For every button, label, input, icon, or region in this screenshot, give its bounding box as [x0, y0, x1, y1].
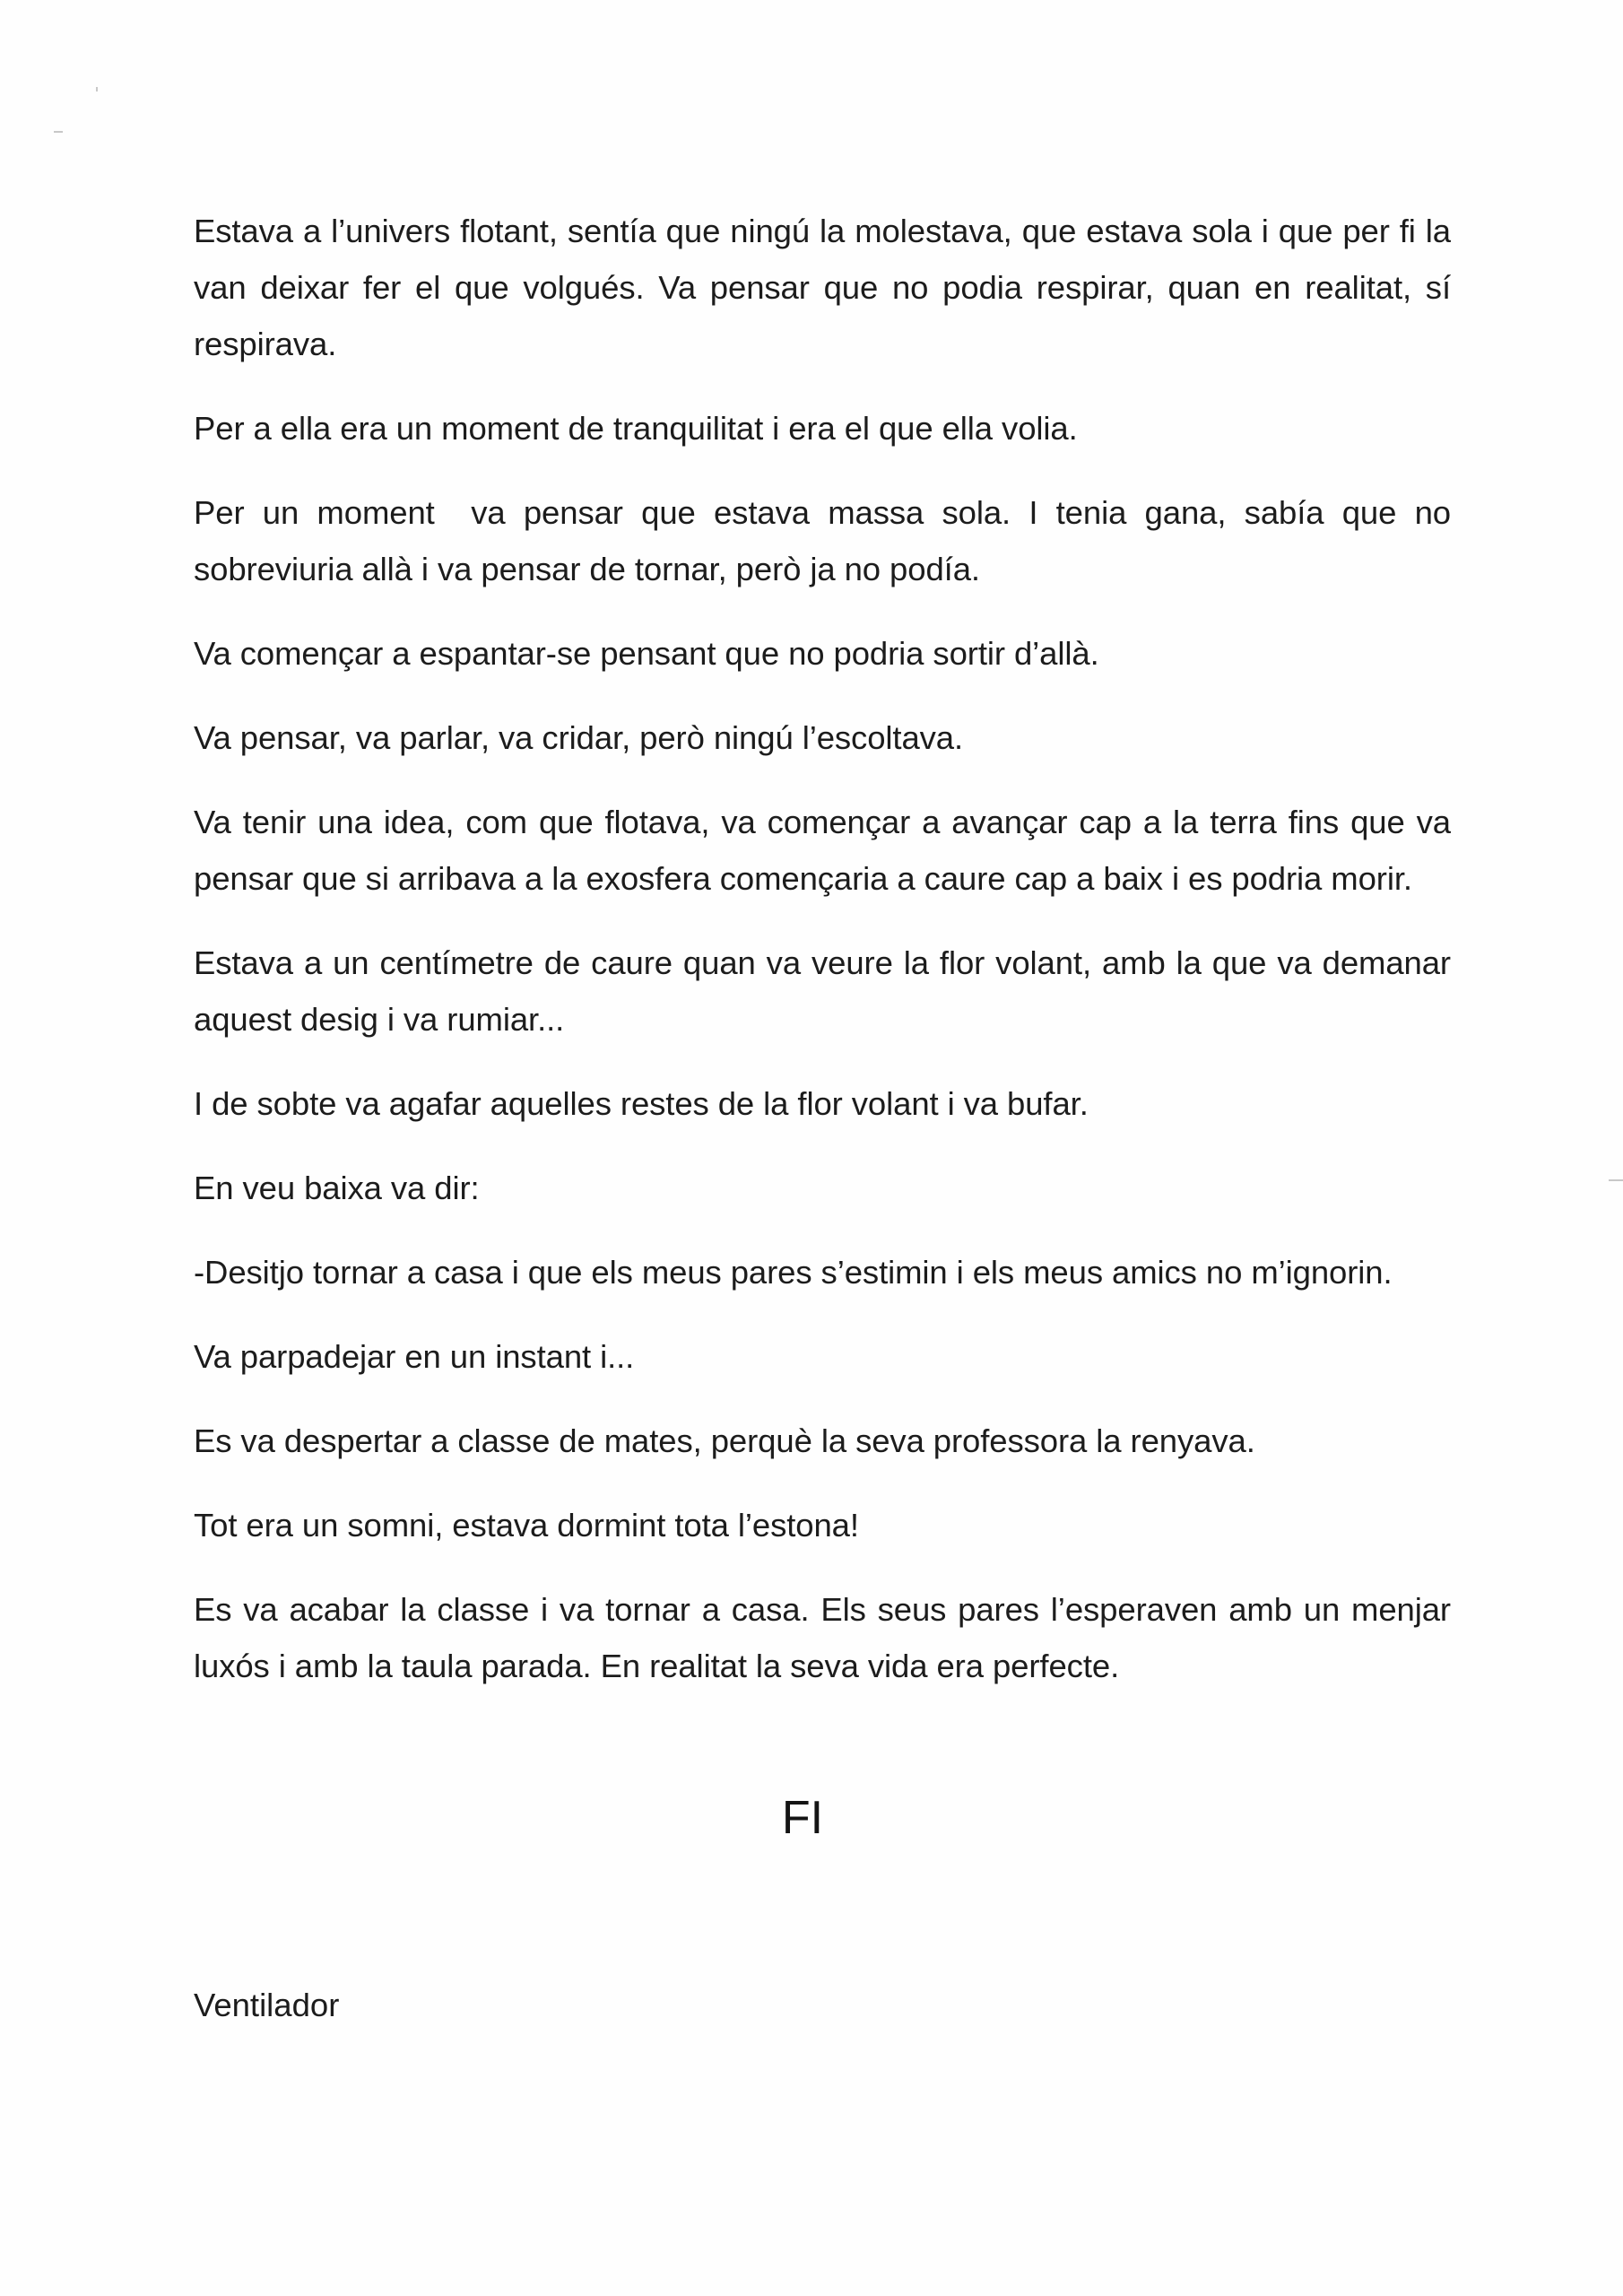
story-body [194, 203, 1461, 1722]
paragraph: Tot era un somni, estava dormint tota l’estona! [194, 1507, 859, 1544]
paragraph: Per un moment va pensar que estava massa sola. I tenia gana, sabía que no sobreviuria allà i va pensar de tornar, però ja no podía. [194, 494, 1461, 587]
scan-artifact [1609, 1179, 1623, 1181]
dialogue-paragraph: -Desitjo tornar a casa i que els meus pares s’estimin i els meus amics no m’ignorin. [194, 1254, 1393, 1291]
scan-artifact [96, 87, 98, 91]
author-signature: Ventilador [194, 1987, 340, 2023]
paragraph: Per a ella era un moment de tranquilitat i era el que ella volia. [194, 410, 1078, 447]
paragraph: Es va acabar la classe i va tornar a casa. Els seus pares l’esperaven amb un menjar luxós i amb la taula parada. En realitat la seva vida era perfecte. [194, 1591, 1461, 1684]
ending-title: FI [781, 1792, 824, 1844]
paragraph: Estava a l’univers flotant, sentía que ningú la molestava, que estava sola i que per fi la van deixar fer el que volgués. Va pensar que no podia respirar, quan en realitat, sí respirava. [194, 213, 1461, 362]
paragraph: Va tenir una idea, com que flotava, va començar a avançar cap a la terra fins que va pensar que si arribava a la exosfera començaria a caure cap a baix i es podria morir. [194, 804, 1461, 897]
paragraph: I de sobte va agafar aquelles restes de la flor volant i va bufar. [194, 1085, 1089, 1122]
paragraph: Va començar a espantar-se pensant que no podria sortir d’allà. [194, 635, 1099, 672]
paragraph: Es va despertar a classe de mates, perquè la seva professora la renyava. [194, 1422, 1255, 1459]
scan-artifact [54, 131, 63, 133]
paragraph: Estava a un centímetre de caure quan va veure la flor volant, amb la que va demanar aquest desig i va rumiar... [194, 944, 1461, 1038]
paragraph: Va parpadejar en un instant i... [194, 1338, 635, 1375]
paragraph: Va pensar, va parlar, va cridar, però ningú l’escoltava. [194, 719, 964, 756]
paragraph: En veu baixa va dir: [194, 1170, 480, 1206]
